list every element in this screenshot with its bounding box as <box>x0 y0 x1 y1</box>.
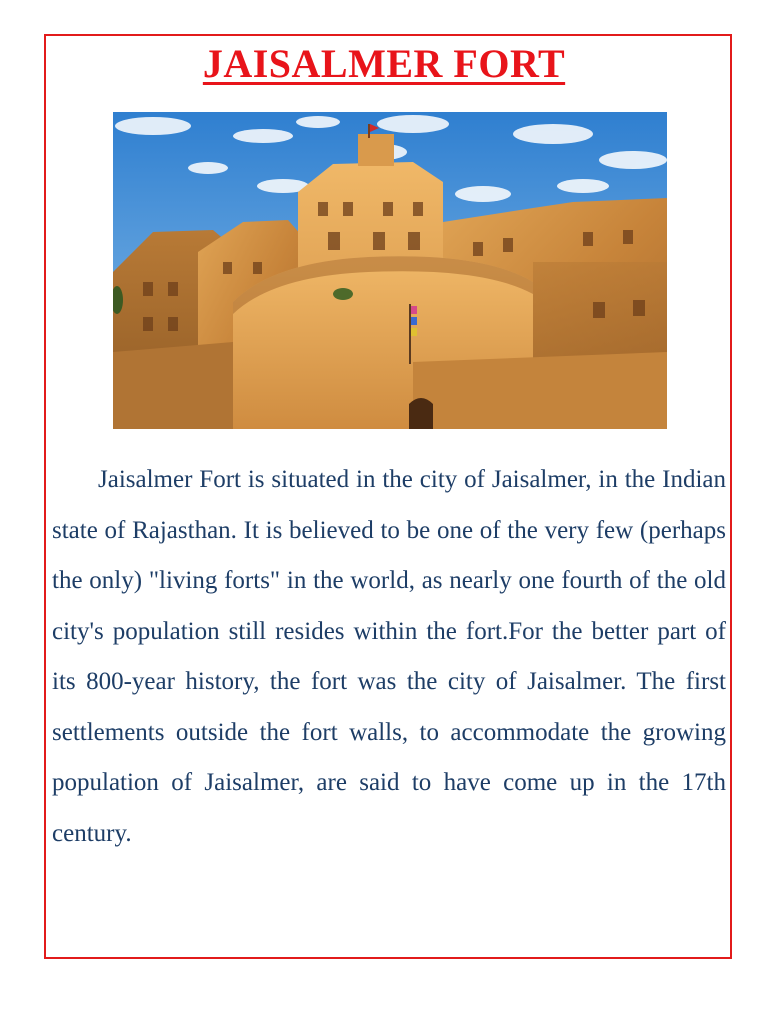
page-title: JAISALMER FORT <box>202 41 566 86</box>
body-paragraph: Jaisalmer Fort is situated in the city of Jaisalmer, in the Indian state of Rajasthan. It is believed to be one of the very few (perhaps the only) "living forts" in the world, as nearly one fourth of the old city's population still resides within the fort.For the better part of its 800-year history, the fort was the city of Jaisalmer. The first settlements outside the fort walls, to accommodate the growing population of Jaisalmer, are said to have come up in the 17th century. <box>52 466 726 847</box>
fort-photo <box>113 112 667 429</box>
